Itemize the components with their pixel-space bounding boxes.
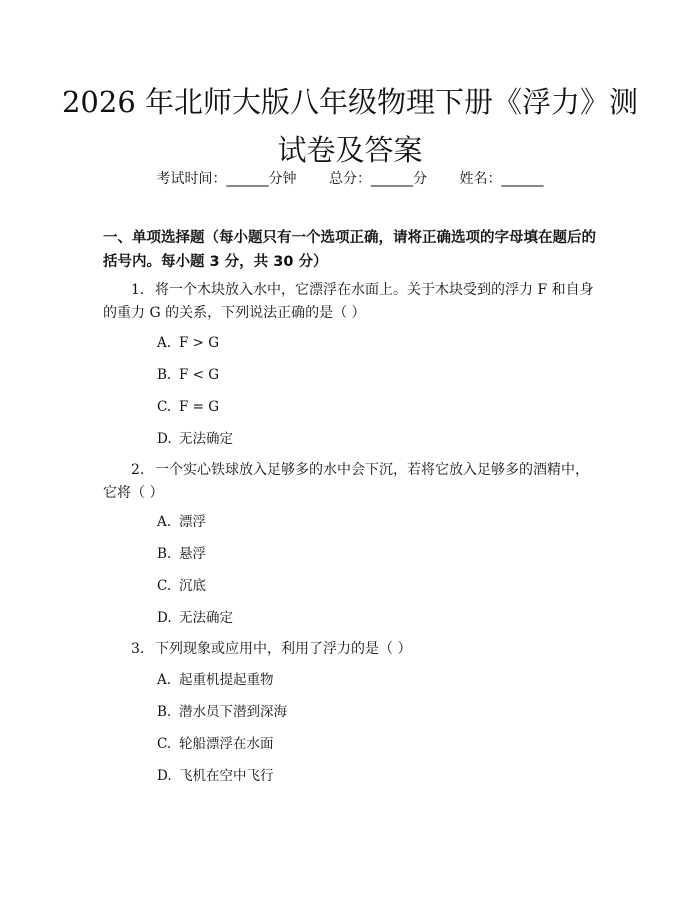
exam-info-line [0,168,700,188]
document-title: 2026 年北师大版八年级物理下册《浮力》测试卷及答案 [61,85,639,167]
question-number: 3. [131,641,145,657]
question-1 [103,279,601,325]
exam-time-field: 考试时间：______分钟 [156,171,297,187]
total-score-field: 总分：______分 [329,171,427,187]
question-2-option-a [157,512,206,532]
option-letter: A. [157,514,172,530]
option-text: 无法确定 [179,431,233,447]
option-letter: C. [157,578,172,594]
question-1-option-a [157,333,219,353]
option-text: 悬浮 [179,546,206,562]
option-text: 轮船漂浮在水面 [179,736,274,752]
question-2-option-b [157,544,206,564]
option-letter: A. [157,672,172,688]
question-text: 一个实心铁球放入足够多的水中会下沉，若将它放入足够多的酒精中，它将（ ） [103,462,589,501]
question-1-option-d [157,429,233,449]
option-letter: D. [157,610,172,626]
option-text: 沉底 [179,578,206,594]
option-text: F < G [179,367,220,383]
option-text: 潜水员下潜到深海 [179,704,287,720]
section-heading: 一、单项选择题（每小题只有一个选项正确，请将正确选项的字母填在题后的括号内。每小题 3 分，共 30 分） [103,230,596,270]
option-text: 漂浮 [179,514,206,530]
option-letter: B. [157,704,172,720]
question-1-option-c [157,397,219,417]
question-1-option-b [157,365,219,385]
question-3-option-b [157,702,287,722]
option-letter: B. [157,367,172,383]
question-text: 将一个木块放入水中，它漂浮在水面上。关于木块受到的浮力 F 和自身的重力 G 的关系，下列说法正确的是（ ） [103,282,594,321]
option-text: 无法确定 [179,610,233,626]
question-3-option-a [157,670,274,690]
name-field: 姓名：______ [459,171,544,187]
option-letter: B. [157,546,172,562]
question-2-option-c [157,576,206,596]
question-3-option-c [157,734,274,754]
question-3 [103,638,601,661]
question-3-option-d [157,766,274,786]
option-letter: A. [157,335,172,351]
option-text: F = G [179,399,220,415]
option-text: 飞机在空中飞行 [179,768,274,784]
question-2-option-d [157,608,233,628]
option-letter: C. [157,736,172,752]
option-letter: D. [157,768,172,784]
option-letter: C. [157,399,172,415]
question-number: 1. [131,282,145,298]
option-text: F > G [179,335,220,351]
question-number: 2. [131,462,145,478]
question-text: 下列现象或应用中，利用了浮力的是（ ） [155,641,412,657]
option-letter: D. [157,431,172,447]
question-2 [103,459,601,505]
option-text: 起重机提起重物 [179,672,274,688]
